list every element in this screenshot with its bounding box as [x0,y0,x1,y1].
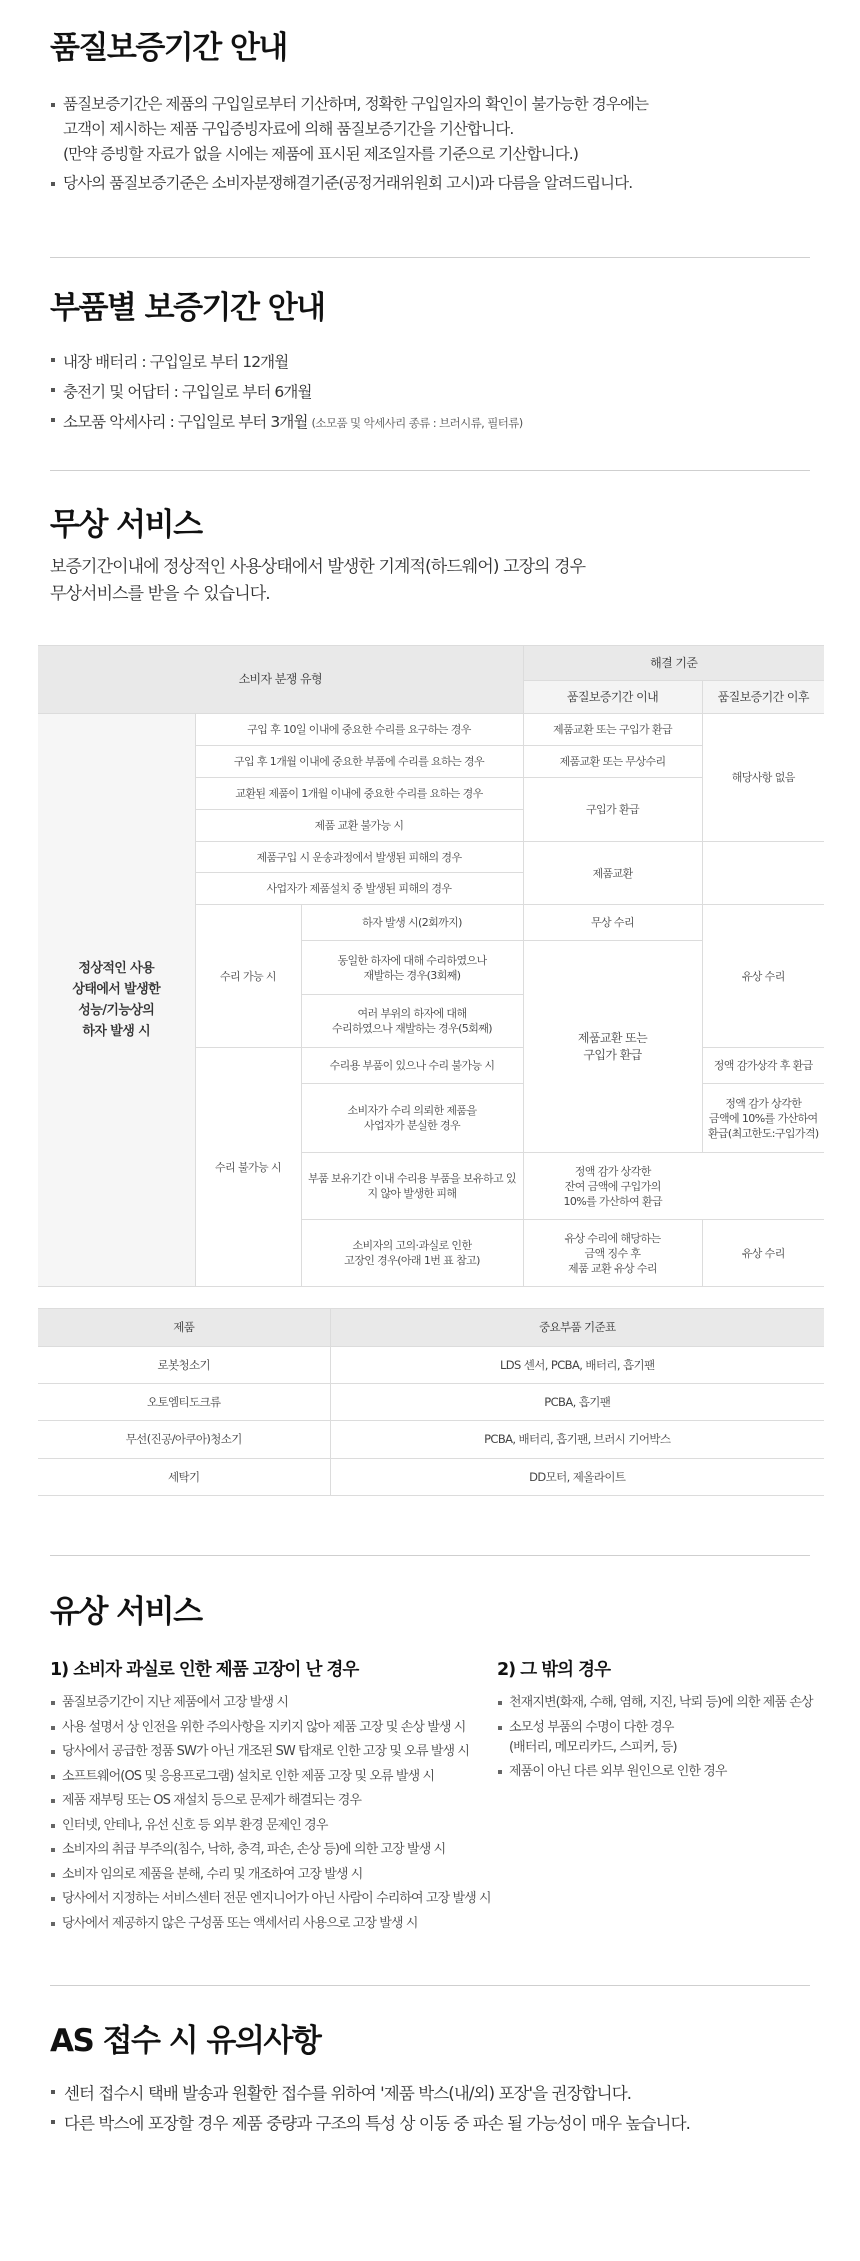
row-fault-after: 유상 수리 [702,1220,824,1287]
list-item: 당사에서 제공하지 않은 구성품 또는 액세서리 사용으로 고장 발생 시 [50,1912,510,1937]
row-defect-3 [301,941,523,995]
cell-line: 구입가 환급 [583,1047,642,1062]
cell-line: 소비자의 고의·과실로 인한 [352,1239,472,1252]
rows-8-11-in [523,941,702,1153]
category-line: 정상적인 사용 [78,961,155,976]
list-item: 다른 박스에 포장할 경우 제품 중량과 구조의 특성 상 이동 중 파손 될 가능성이 매우 높습니다. [50,2109,810,2139]
warranty-list [50,92,810,196]
product-cell: 로봇청소기 [38,1347,330,1384]
row-no-repair: 수리용 부품이 있으나 수리 불가능 시 [301,1048,523,1084]
warranty-item-1-line-3: (만약 증빙할 자료가 없을 시에는 제품에 표시된 제조일자를 기준으로 기산합니다.) [63,145,578,164]
paid-left-column [50,1656,510,1936]
list-item [50,171,810,196]
table-row [38,1384,824,1421]
row-defect-2-in: 무상 수리 [523,905,702,941]
warranty-item-1-line-2: 고객이 제시하는 제품 구입증빙자료에 의해 품질보증기간을 기산합니다. [63,120,514,139]
divider [50,257,810,258]
cell-line: 환급(최고한도:구입가격) [707,1126,819,1140]
warranty-item-2: 당사의 품질보증기준은 소비자분쟁해결기준(공정거래위원회 고시)과 다름을 알려드립니다. [63,174,633,193]
free-service-intro [50,554,810,608]
category-cell [38,714,195,1287]
cell-line: 수리하였으나 재발하는 경우(5회째) [332,1022,492,1035]
cell-line: 고장인 경우(아래 1번 표 참고) [344,1254,480,1267]
paid-left-title: 1) 소비자 과실로 인한 제품 고장이 난 경우 [50,1660,359,1680]
list-item: 제품 재부팅 또는 OS 재설치 등으로 문제가 해결되는 경우 [50,1789,510,1814]
as-notice-title: AS 접수 시 유의사항 [50,2023,321,2059]
parts-cell: LDS 센서, PCBA, 배터리, 흡기팬 [330,1347,824,1384]
product-cell: 오토엠티도크류 [38,1384,330,1421]
cell-line: 재발하는 경우(3회째) [363,968,461,982]
list-item: 소비자 임의로 제품을 분해, 수리 및 개조하여 고장 발생 시 [50,1863,510,1888]
parts-cell: PCBA, 흡기팬 [330,1384,824,1421]
list-item: 당사에서 지정하는 서비스센터 전문 엔지니어가 아닌 사람이 수리하여 고장 발생 시 [50,1887,510,1912]
list-item [50,407,810,438]
category-line: 상태에서 발생한 [72,982,161,997]
row-exchanged: 교환된 제품이 1개월 이내에 중요한 수리를 요하는 경우 [195,778,523,810]
cell-line: 정액 감가 상각한 [574,1164,651,1178]
list-item-text: 천재지변(화재, 수해, 염해, 지진, 낙뢰 등)에 의한 제품 손상 [509,1695,813,1710]
row-lost [301,1084,523,1153]
category-line: 하자 발생 시 [82,1024,151,1039]
header-parts: 중요부품 기준표 [330,1309,824,1347]
cell-line: 제품교환 또는 [577,1030,648,1045]
repair-possible-cell: 수리 가능 시 [195,905,301,1048]
warranty-item-1-line-1: 품질보증기간은 제품의 구입일로부터 기산하며, 정확한 구입일자의 확인이 불가능한 경우에는 [63,95,649,114]
cell-line: 여러 부위의 하자에 대해 [357,1007,467,1020]
row-no-exchange: 제품 교환 불가능 시 [195,810,523,842]
row-defect-2: 하자 발생 시(2회까지) [301,905,523,941]
rows-5-6-after [702,842,824,905]
row-1month: 구입 후 1개월 이내에 중요한 부품에 수리를 요하는 경우 [195,746,523,778]
row-install: 사업자가 제품설치 중 발생된 피해의 경우 [195,873,523,905]
cell-line: 유상 수리에 해당하는 [564,1231,661,1245]
intro-line-1: 보증기간이내에 정상적인 사용상태에서 발생한 기계적(하드웨어) 고장의 경우 [50,557,586,578]
paid-left-list [50,1691,510,1936]
divider [50,1985,810,1986]
free-service-section [50,507,810,608]
row-defect-5 [301,995,523,1048]
list-item [497,1760,837,1785]
parts-warranty-list [50,347,810,438]
list-item-text: 소모성 부품의 수명이 다한 경우 [509,1719,674,1735]
list-item [497,1716,837,1760]
as-notice-section [50,2023,810,2139]
header-in-period: 품질보증기간 이내 [523,681,702,714]
row-10days: 구입 후 10일 이내에 중요한 수리를 요구하는 경우 [195,714,523,746]
list-item [50,347,810,377]
list-item [50,92,810,167]
parts-item-note: (소모품 및 악세사리 종류 : 브러시류, 필터류) [311,416,523,431]
warranty-title: 품질보증기간 안내 [50,30,287,66]
row-fault-in [523,1220,702,1287]
paid-right-column [497,1656,837,1784]
paid-service-title: 유상 서비스 [50,1594,202,1630]
table-row [38,1347,824,1384]
product-cell: 세탁기 [38,1459,330,1496]
paid-right-list [497,1691,837,1784]
list-item: 당사에서 공급한 정품 SW가 아닌 개조된 SW 탑재로 인한 고장 및 오류 발생 시 [50,1740,510,1765]
free-service-title: 무상 서비스 [50,507,202,543]
row-fault [301,1220,523,1287]
warranty-section [50,30,810,196]
category-line: 성능/기능상의 [78,1003,155,1018]
list-item-text: 제품이 아닌 다른 외부 원인으로 인한 경우 [509,1763,727,1779]
product-cell: 무선(진공/아쿠아)청소기 [38,1421,330,1459]
table-row [38,1421,824,1459]
cell-line: 제품 교환 유상 수리 [568,1261,657,1275]
list-item-text: (배터리, 메모리카드, 스피커, 등) [509,1739,677,1755]
row-1month-in: 제품교환 또는 무상수리 [523,746,702,778]
parts-item-battery: 내장 배터리 : 구입일로 부터 12개월 [63,353,289,372]
parts-warranty-section [50,290,810,438]
repair-impossible-cell: 수리 불가능 시 [195,1048,301,1287]
list-item: 인터넷, 안테나, 유선 신호 등 외부 환경 문제인 경우 [50,1814,510,1839]
list-item: 사용 설명서 상 인전을 위한 주의사항을 지키지 않아 제품 고장 및 손상 발생 시 [50,1716,510,1741]
list-item [497,1691,837,1716]
parts-cell: DD모터, 제올라이트 [330,1459,824,1496]
list-item: 소프트웨어(OS 및 응용프로그램) 설치로 인한 제품 고장 및 오류 발생 시 [50,1765,510,1790]
paid-service-section [50,1594,810,1631]
cell-line: 정액 감가 상각한 [725,1096,802,1110]
divider [50,470,810,471]
list-item: 센터 접수시 택배 발송과 원활한 접수를 위하여 '제품 박스(내/외) 포장'을 권장합니다. [50,2079,810,2109]
header-basis: 해결 기준 [523,646,824,681]
intro-line-2: 무상서비스를 받을 수 있습니다. [50,584,270,605]
paid-right-title: 2) 그 밖의 경우 [497,1660,610,1680]
header-after-period: 품질보증기간 이후 [702,681,824,714]
cell-line: 금액 징수 후 [584,1246,641,1260]
row-10days-in: 제품교환 또는 구입가 환급 [523,714,702,746]
as-notice-list [50,2079,810,2139]
rows-7-9-after: 유상 수리 [702,905,824,1048]
cell-line: 잔여 금액에 구입가의 [564,1179,661,1193]
row-transport: 제품구입 시 운송과정에서 발생된 피해의 경우 [195,842,523,873]
cell-line: 10%를 가산하여 환급 [563,1194,663,1208]
rows-3-4-in: 구입가 환급 [523,778,702,842]
header-type: 소비자 분쟁 유형 [38,646,523,714]
table-row [38,1459,824,1496]
list-item: 품질보증기간이 지난 제품에서 고장 발생 시 [50,1691,510,1716]
parts-item-accessory: 소모품 악세사리 : 구입일로 부터 3개월 [63,413,308,432]
parts-warranty-title: 부품별 보증기간 안내 [50,290,325,326]
rows-5-6-in: 제품교환 [523,842,702,905]
row-no-parts-after [523,1153,702,1220]
row-no-repair-after: 정액 감가상각 후 환급 [702,1048,824,1084]
rows-1-4-after: 해당사항 없음 [702,714,824,842]
divider [50,1555,810,1556]
cell-line: 금액에 10%를 가산하여 [708,1111,818,1125]
row-lost-after [702,1084,824,1153]
cell-line: 동일한 하자에 대해 수리하였으나 [337,953,487,967]
parts-item-charger: 충전기 및 어답터 : 구입일로 부터 6개월 [63,383,312,402]
cell-line: 사업자가 분실한 경우 [363,1119,461,1132]
dispute-table [38,645,824,1287]
cell-line: 소비자가 수리 의뢰한 제품을 [347,1104,477,1117]
list-item [50,377,810,407]
list-item: 소비자의 취급 부주의(침수, 낙하, 충격, 파손, 손상 등)에 의한 고장 발생 시 [50,1838,510,1863]
row-no-parts: 부품 보유기간 이내 수리용 부품을 보유하고 있지 않아 발생한 피해 [301,1153,523,1220]
header-product: 제품 [38,1309,330,1347]
parts-cell: PCBA, 배터리, 흡기팬, 브러시 기어박스 [330,1421,824,1459]
parts-standard-table [38,1308,824,1496]
